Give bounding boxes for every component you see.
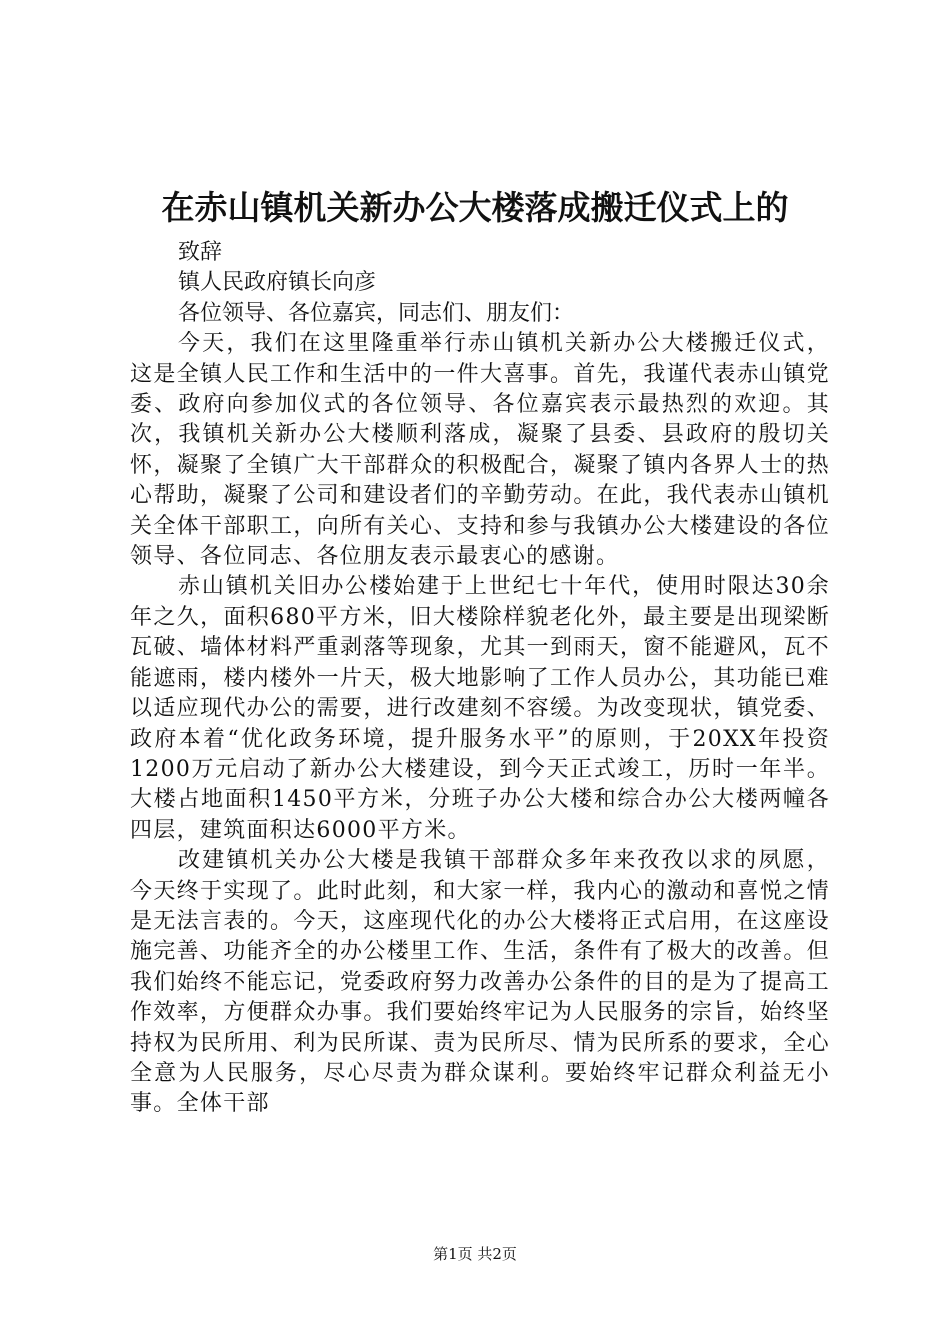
document-subtitle: 致辞 [178,240,223,265]
speaker-line: 镇人民政府镇长向彦 [178,270,377,296]
paragraph-3: 改建镇机关办公大楼是我镇干部群众多年来孜孜以求的夙愿，今天终于实现了。此时此刻，和大家一样，我内心的激动和喜悦之情是无法言表的。今天，这座现代化的办公大楼将正式启用，在这座设施完善、功能齐全的办公楼里工作、生活，条件有了极大的改善。但我们始终不能忘记，党委政府努力改善办公条件的目的是为了提高工作效率，方便群众办事。我们要始终牢记为人民服务的宗旨，始终坚持权为民所用、利为民所谋、责为民所尽、情为民所系的要求，全心全意为人民服务，尽心尽责为群众谋利。要始终牢记群众利益无小事。全体干部 [130,848,830,1117]
salutation: 各位领导、各位嘉宾，同志们、朋友们： [178,300,575,326]
paragraph-1: 今天，我们在这里隆重举行赤山镇机关新办公大楼搬迁仪式，这是全镇人民工作和生活中的一件大喜事。首先，我谨代表赤山镇党委、政府向参加仪式的各位领导、各位嘉宾表示最热烈的欢迎。其次，我镇机关新办公大楼顺利落成，凝聚了县委、县政府的殷切关怀，凝聚了全镇广大干部群众的积极配合，凝聚了镇内各界人士的热心帮助，凝聚了公司和建设者们的辛勤劳动。在此，我代表赤山镇机关全体干部职工，向所有关心、支持和参与我镇办公大楼建设的各位领导、各位同志、各位朋友表示最衷心的感谢。 [130,331,830,570]
page-footer: 第1页 共2页 [433,1245,517,1263]
paragraph-2: 赤山镇机关旧办公楼始建于上世纪七十年代，使用时限达30余年之久，面积680平方米，旧大楼除样貌老化外，最主要是出现梁断瓦破、墙体材料严重剥落等现象，尤其一到雨天，窗不能避风，瓦不能遮雨，楼内楼外一片天，极大地影响了工作人员办公，其功能已难以适应现代办公的需要，进行改建刻不容缓。为改变现状，镇党委、政府本着“优化政务环境，提升服务水平”的原则，于20XX年投资1200万元启动了新办公大楼建设，到今天正式竣工，历时一年半。大楼占地面积1450平方米，分班子办公大楼和综合办公大楼两幢各四层，建筑面积达6000平方米。 [130,574,830,843]
document-body [130,238,830,1120]
document-title: 在赤山镇机关新办公大楼落成搬迁仪式上的 [161,188,789,227]
